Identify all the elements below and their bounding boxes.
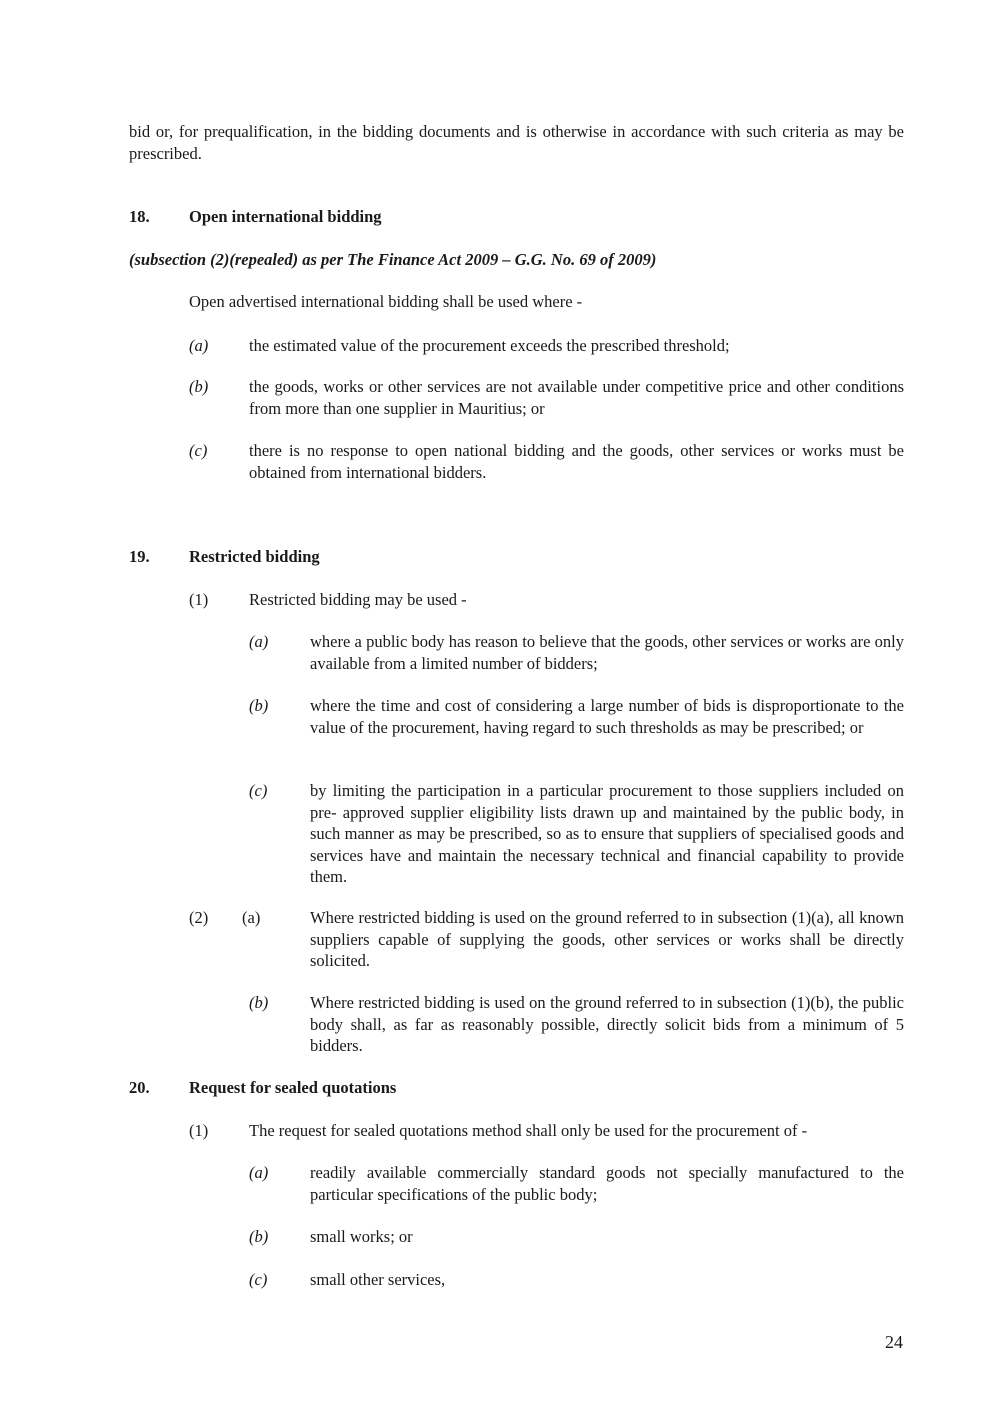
section-20-item-text: small other services, — [310, 1270, 446, 1289]
section-19-item-label: (b) — [249, 696, 269, 715]
subsection-label: (2) — [189, 908, 209, 927]
section-20-title: Request for sealed quotations — [189, 1078, 397, 1097]
section-18-amendment-note: (subsection (2)(repealed) as per The Finance Act 2009 – G.G. No. 69 of 2009) — [129, 250, 657, 269]
section-20-item-label: (c) — [249, 1270, 268, 1289]
section-19-item-label: (b) — [249, 993, 269, 1012]
section-18-title: Open international bidding — [189, 207, 382, 226]
section-19-item-text: where a public body has reason to believe that the goods, other services or works are only available from a limited number of bidders; — [310, 632, 904, 673]
subsection-label: (1) — [189, 590, 209, 609]
section-20-item-label: (b) — [249, 1227, 269, 1246]
section-19-item-label: (a) — [242, 908, 261, 927]
intro-paragraph: bid or, for prequalification, in the bidding documents and is otherwise in accordance with such criteria as may be prescribed. — [129, 122, 904, 163]
section-18-item-label: (a) — [189, 336, 209, 355]
section-19-title: Restricted bidding — [189, 547, 320, 566]
subsection-lead: The request for sealed quotations method shall only be used for the procurement of - — [249, 1121, 808, 1140]
section-19-item-text: where the time and cost of considering a large number of bids is disproportionate to the value of the procurement, having regard to such thresholds as may be prescribed; or — [310, 696, 904, 737]
section-18-item-text: the goods, works or other services are not available under competitive price and other conditions from more than one supplier in Mauritius; or — [249, 377, 904, 418]
section-18-lead: Open advertised international bidding shall be used where - — [189, 292, 583, 311]
section-19-item-text: Where restricted bidding is used on the ground referred to in subsection (1)(b), the public body shall, as far as reasonably possible, directly solicit bids from a minimum of 5 bidders. — [310, 993, 904, 1055]
section-19-item-text: by limiting the participation in a particular procurement to those suppliers included on pre- approved supplier eligibility lists drawn up and maintained by the public body, in such manner as may be prescribed, so as to ensure that suppliers of specialised goods and services have and maintain the necessary technical and financial capability to provide them. — [310, 781, 904, 886]
section-19-item-label: (c) — [249, 781, 268, 800]
section-20-item-text: small works; or — [310, 1227, 413, 1246]
page-number: 24 — [885, 1332, 903, 1352]
section-20-item-label: (a) — [249, 1163, 269, 1182]
section-18-item-label: (b) — [189, 377, 209, 396]
section-18-number: 18. — [129, 207, 150, 226]
section-19-item-label: (a) — [249, 632, 269, 651]
subsection-label: (1) — [189, 1121, 209, 1140]
section-19-number: 19. — [129, 547, 150, 566]
section-20-item-text: readily available commercially standard goods not specially manufactured to the particular specifications of the public body; — [310, 1163, 904, 1204]
subsection-lead: Restricted bidding may be used - — [249, 590, 467, 609]
section-19-item-text: Where restricted bidding is used on the ground referred to in subsection (1)(a), all known suppliers capable of supplying the goods, other services or works shall be directly solicited. — [310, 908, 904, 970]
section-18-item-text: there is no response to open national bidding and the goods, other services or works must be obtained from international bidders. — [249, 441, 904, 482]
section-18-item-text: the estimated value of the procurement exceeds the prescribed threshold; — [249, 336, 730, 355]
section-20-number: 20. — [129, 1078, 150, 1097]
section-18-item-label: (c) — [189, 441, 208, 460]
